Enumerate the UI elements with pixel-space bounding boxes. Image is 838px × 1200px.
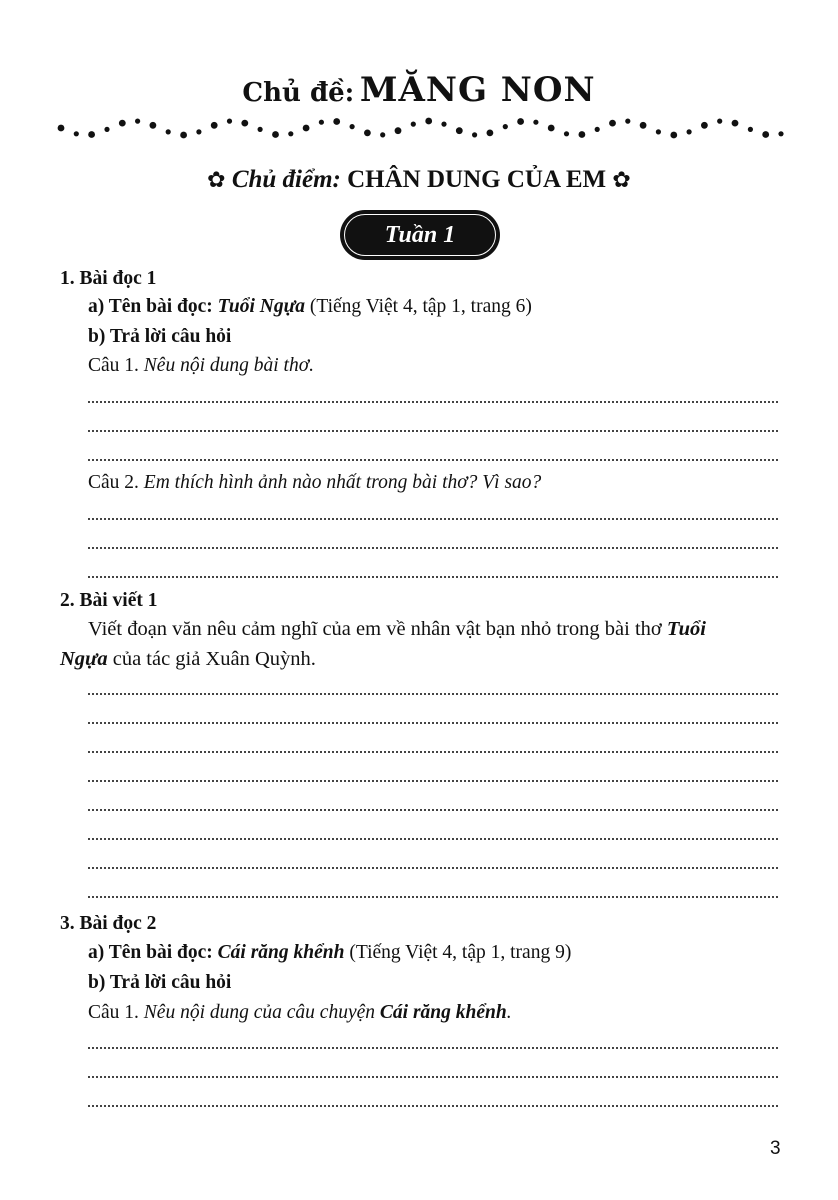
decorative-dot	[196, 129, 201, 134]
question-1	[88, 355, 314, 377]
decorative-dot	[625, 119, 630, 124]
prompt-text: Viết đoạn văn nêu cảm nghĩ của em về nhân vật bạn nhỏ trong bài thơ	[88, 618, 667, 640]
answer-line[interactable]	[88, 401, 778, 403]
decorative-dot	[241, 120, 248, 127]
decorative-dot	[732, 120, 739, 127]
decorative-dot	[670, 132, 677, 139]
decorative-dot	[579, 131, 586, 138]
decorative-dot	[472, 132, 477, 137]
question-1	[88, 1002, 512, 1024]
reading-title: Cái răng khểnh	[217, 942, 345, 963]
decorative-dot	[717, 119, 722, 124]
answer-line[interactable]	[88, 896, 778, 898]
subtopic-title	[0, 166, 838, 194]
decorative-dot	[656, 129, 661, 134]
decorative-dot	[701, 122, 708, 129]
decorative-dot	[687, 129, 692, 134]
week-badge	[340, 210, 500, 260]
decorative-dot	[135, 119, 140, 124]
answer-line[interactable]	[88, 751, 778, 753]
section-1-item-b: b) Trả lời câu hỏi	[88, 326, 232, 347]
decorative-dot	[350, 124, 355, 129]
decorative-dot	[503, 124, 508, 129]
question-label: Câu 1.	[88, 1002, 139, 1023]
answer-line[interactable]	[88, 867, 778, 869]
decorative-dot	[425, 118, 432, 125]
topic-name: MĂNG NON	[359, 70, 596, 110]
question-text: Nêu nội dung của câu chuyện	[143, 1002, 380, 1023]
decorative-dot	[548, 125, 555, 132]
answer-line[interactable]	[88, 430, 778, 432]
section-3-heading: 3. Bài đọc 2	[60, 913, 157, 934]
answer-line[interactable]	[88, 693, 778, 695]
decorative-dot	[88, 131, 95, 138]
decorative-dot	[748, 127, 753, 132]
answer-line[interactable]	[88, 1105, 778, 1107]
decorative-dot	[380, 132, 385, 137]
section-1-heading: 1. Bài đọc 1	[60, 268, 157, 289]
decorative-dot	[272, 131, 279, 138]
decorative-dot	[288, 131, 293, 136]
reading-source: (Tiếng Việt 4, tập 1, trang 6)	[305, 296, 532, 317]
decorative-dot	[595, 127, 600, 132]
decorative-dot	[319, 120, 324, 125]
decorative-dot	[104, 127, 109, 132]
section-3-item-a	[88, 942, 571, 964]
flower-icon: ✿	[207, 168, 226, 193]
reading-source: (Tiếng Việt 4, tập 1, trang 9)	[344, 942, 572, 963]
story-title: Cái răng khểnh	[379, 1002, 507, 1023]
question-end: .	[506, 1002, 512, 1023]
decorative-dot	[609, 120, 616, 127]
decorative-dot	[762, 131, 769, 138]
flower-icon: ✿	[612, 168, 631, 193]
decorative-dot	[74, 131, 79, 136]
item-a-label: a) Tên bài đọc:	[88, 296, 213, 317]
section-2-heading: 2. Bài viết 1	[60, 590, 158, 611]
decorative-dot	[517, 118, 524, 125]
decorative-dot	[211, 122, 218, 129]
decorative-dot-border	[56, 112, 786, 144]
decorative-dot	[395, 127, 402, 134]
decorative-dot	[258, 127, 263, 132]
decorative-dot	[333, 118, 340, 125]
question-label: Câu 2.	[88, 472, 139, 493]
decorative-dot	[778, 131, 783, 136]
writing-prompt-line-2	[60, 648, 316, 671]
subtopic-label: Chủ điểm:	[231, 166, 341, 193]
decorative-dot	[303, 125, 310, 132]
decorative-dot	[564, 131, 569, 136]
topic-title	[0, 70, 838, 110]
decorative-dot	[150, 122, 157, 129]
answer-line[interactable]	[88, 576, 778, 578]
reading-title: Tuổi Ngựa	[217, 296, 305, 317]
decorative-dot	[640, 122, 647, 129]
answer-line[interactable]	[88, 547, 778, 549]
answer-line[interactable]	[88, 780, 778, 782]
decorative-dot	[180, 132, 187, 139]
decorative-dot	[364, 130, 371, 137]
question-text: Nêu nội dung bài thơ.	[143, 355, 314, 376]
writing-prompt-line-1	[88, 618, 706, 641]
decorative-dot	[166, 129, 171, 134]
answer-line[interactable]	[88, 1047, 778, 1049]
decorative-dot	[533, 120, 538, 125]
section-3-item-b: b) Trả lời câu hỏi	[88, 972, 232, 993]
decorative-dot	[119, 120, 126, 127]
question-text: Em thích hình ảnh nào nhất trong bài thơ? Vì sao?	[143, 472, 542, 493]
decorative-dot	[487, 130, 494, 137]
page-number: 3	[770, 1138, 781, 1159]
prompt-text: của tác giả Xuân Quỳnh.	[107, 648, 316, 670]
answer-line[interactable]	[88, 459, 778, 461]
item-a-label: a) Tên bài đọc:	[88, 942, 213, 963]
decorative-dot	[58, 125, 65, 132]
decorative-dot	[456, 127, 463, 134]
week-label: Tuần 1	[384, 221, 456, 248]
section-1-item-a	[88, 296, 532, 318]
subtopic-name: CHÂN DUNG CỦA EM	[347, 166, 607, 193]
topic-prefix: Chủ đề:	[242, 78, 355, 108]
poem-title-part: Ngựa	[60, 648, 108, 670]
question-2	[88, 472, 541, 494]
answer-line[interactable]	[88, 722, 778, 724]
poem-title-part: Tuổi	[666, 618, 706, 640]
answer-line[interactable]	[88, 809, 778, 811]
question-label: Câu 1.	[88, 355, 139, 376]
answer-line[interactable]	[88, 838, 778, 840]
decorative-dot	[411, 122, 416, 127]
decorative-dot	[441, 122, 446, 127]
decorative-dot	[227, 119, 232, 124]
answer-line[interactable]	[88, 1076, 778, 1078]
answer-line[interactable]	[88, 518, 778, 520]
